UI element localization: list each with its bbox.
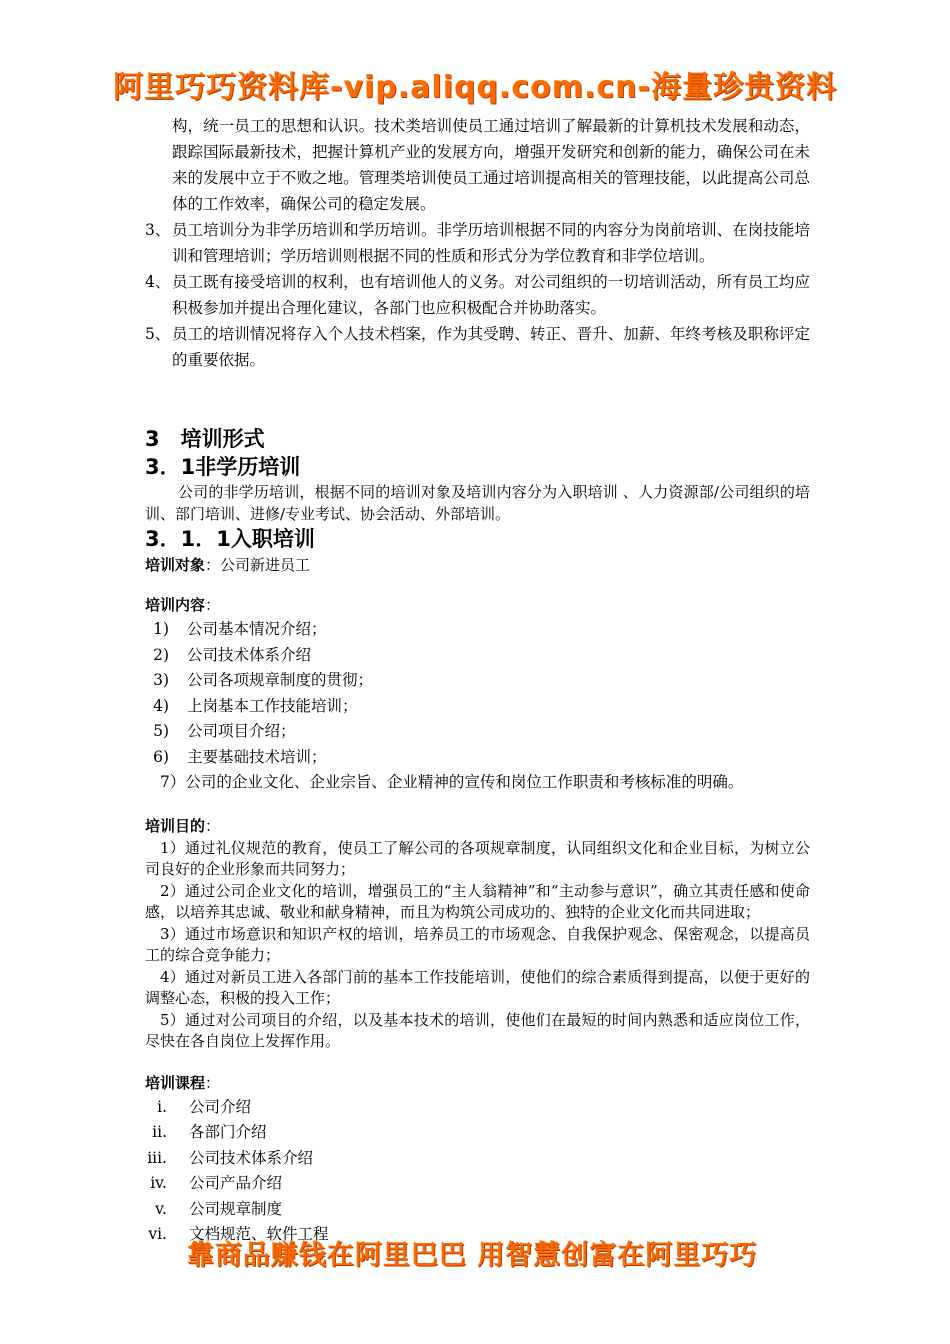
header-banner: 阿里巧巧资料库-vip.aliqq.com.cn-海量珍贵资料	[113, 70, 837, 105]
training-course-colon: ：	[205, 1073, 221, 1092]
training-goal-4: 4）通过对新员工进入各部门前的基本工作技能培训，使他们的综合素质得到提高，以便于更好的调整心态，积极的投入工作；	[145, 967, 810, 1007]
training-content-heading	[145, 593, 810, 617]
list-item-number: 5)	[153, 722, 169, 740]
footer-banner: 靠商品赚钱在阿里巴巴 用智慧创富在阿里巧巧	[186, 1240, 758, 1271]
training-goal-heading	[145, 814, 810, 838]
training-target-label: 培训对象	[145, 556, 206, 574]
list-item-number: v.	[155, 1199, 167, 1218]
document-body	[145, 113, 810, 1248]
list-item-number: ii.	[152, 1123, 167, 1141]
list-item-number: iv.	[150, 1174, 167, 1192]
list-item-number: 3)	[153, 671, 169, 689]
list-item-number: 4、	[145, 273, 171, 291]
list-item	[145, 719, 810, 745]
list-item-text: 公司规章制度	[189, 1199, 283, 1218]
continuation-paragraph: 构，统一员工的思想和认识。技术类培训使员工通过培训了解最新的计算机技术发展和动态，跟踪国际最新技术，把握计算机产业的发展方向，增强开发研究和创新的能力，确保公司在未来的发展中立于不败之地。管理类培训使员工通过培训提高相关的管理技能，以此提高公司总体的工作效率，确保公司的稳定发展。	[172, 117, 810, 213]
list-item-number: iii.	[147, 1148, 167, 1167]
training-content-item-7: 7）公司的企业文化、企业宗旨、企业精神的宣传和岗位工作职责和考核标准的明确。	[160, 773, 744, 791]
list-item	[145, 1146, 810, 1172]
list-item	[145, 269, 810, 321]
numbered-list	[145, 217, 810, 373]
list-item-text: 公司产品介绍	[189, 1174, 283, 1192]
list-item-text: 员工既有接受培训的权利，也有培训他人的义务。对公司组织的一切培训活动，所有员工均应积极参加并提出合理化建议，各部门也应积极配合并协助落实。	[172, 273, 810, 317]
training-goal-2: 2）通过公司企业文化的培训，增强员工的“主人翁精神”和“主动参与意识”，确立其责任感和使命感，以培养其忠诚、敬业和献身精神，而且为构筑公司成功的、独特的企业文化而共同进取；	[145, 881, 810, 921]
training-course-heading	[145, 1071, 810, 1095]
list-item-text: 公司项目介绍；	[187, 722, 296, 740]
section-heading-3: 3 培训形式	[145, 427, 265, 451]
list-item	[145, 694, 810, 720]
list-item-number: 1)	[153, 620, 169, 638]
list-item-number: 6)	[153, 747, 169, 766]
training-content-list	[145, 617, 810, 770]
list-item-text: 上岗基本工作技能培训；	[187, 696, 358, 715]
list-item-text: 员工培训分为非学历培训和学历培训。非学历培训根据不同的内容分为岗前培训、在岗技能培训和管理培训；学历培训则根据不同的性质和形式分为学位教育和非学位培训。	[172, 221, 810, 265]
list-item	[145, 1197, 810, 1223]
list-item-number: 4)	[153, 696, 169, 715]
training-content-colon: ：	[205, 596, 221, 614]
list-item-number: i.	[157, 1097, 167, 1116]
training-goal-3: 3）通过市场意识和知识产权的培训，培养员工的市场观念、自我保护观念、保密观念，以提高员工的综合竞争能力；	[145, 924, 810, 964]
list-item-number: 2)	[153, 645, 169, 664]
list-item-number: 3、	[145, 221, 171, 239]
list-item-text: 主要基础技术培训；	[187, 747, 327, 766]
list-item	[145, 668, 810, 694]
list-item	[145, 617, 810, 643]
list-item	[145, 217, 810, 269]
list-item-text: 公司技术体系介绍	[189, 1148, 314, 1167]
training-target-value: ：公司新进员工	[205, 556, 311, 574]
list-item	[145, 321, 810, 373]
list-item	[145, 745, 810, 771]
list-item-text: 员工的培训情况将存入个人技术档案，作为其受聘、转正、晋升、加薪、年终考核及职称评定的重要依据。	[172, 325, 810, 369]
list-item-text: 公司各项规章制度的贯彻；	[187, 671, 374, 689]
training-course-list	[145, 1095, 810, 1248]
list-item	[145, 1171, 810, 1197]
training-goal-label: 培训目的	[145, 816, 206, 835]
list-item	[145, 1095, 810, 1121]
list-item-text: 公司技术体系介绍	[187, 645, 312, 664]
list-item	[145, 643, 810, 669]
list-item-number: vi.	[148, 1225, 167, 1243]
training-goal-5: 5）通过对公司项目的介绍，以及基本技术的培训，使他们在最短的时间内熟悉和适应岗位工作，尽快在各自岗位上发挥作用。	[145, 1010, 810, 1050]
list-item-text: 文档规范、软件工程	[189, 1225, 329, 1243]
list-item-number: 5、	[145, 325, 171, 343]
training-content-label: 培训内容	[145, 596, 206, 614]
list-item-text: 公司介绍	[189, 1097, 252, 1116]
training-course-label: 培训课程	[145, 1073, 206, 1092]
list-item	[145, 1120, 810, 1146]
list-item-text: 各部门介绍	[189, 1123, 267, 1141]
section-3-1-paragraph: 公司的非学历培训，根据不同的培训对象及培训内容分为入职培训 、人力资源部/公司组织的培训、部门培训、进修/专业考试、协会活动、外部培训。	[145, 483, 810, 523]
training-target	[145, 553, 810, 577]
list-item-text: 公司基本情况介绍；	[187, 620, 327, 638]
section-heading-3-1: 3．1非学历培训	[145, 455, 301, 479]
training-goal-colon: ：	[205, 816, 221, 835]
section-heading-3-1-1: 3．1．1入职培训	[145, 527, 315, 551]
training-goal-1: 1）通过礼仪规范的教育，使员工了解公司的各项规章制度，认同组织文化和企业目标，为树立公司良好的企业形象而共同努力；	[145, 838, 810, 878]
